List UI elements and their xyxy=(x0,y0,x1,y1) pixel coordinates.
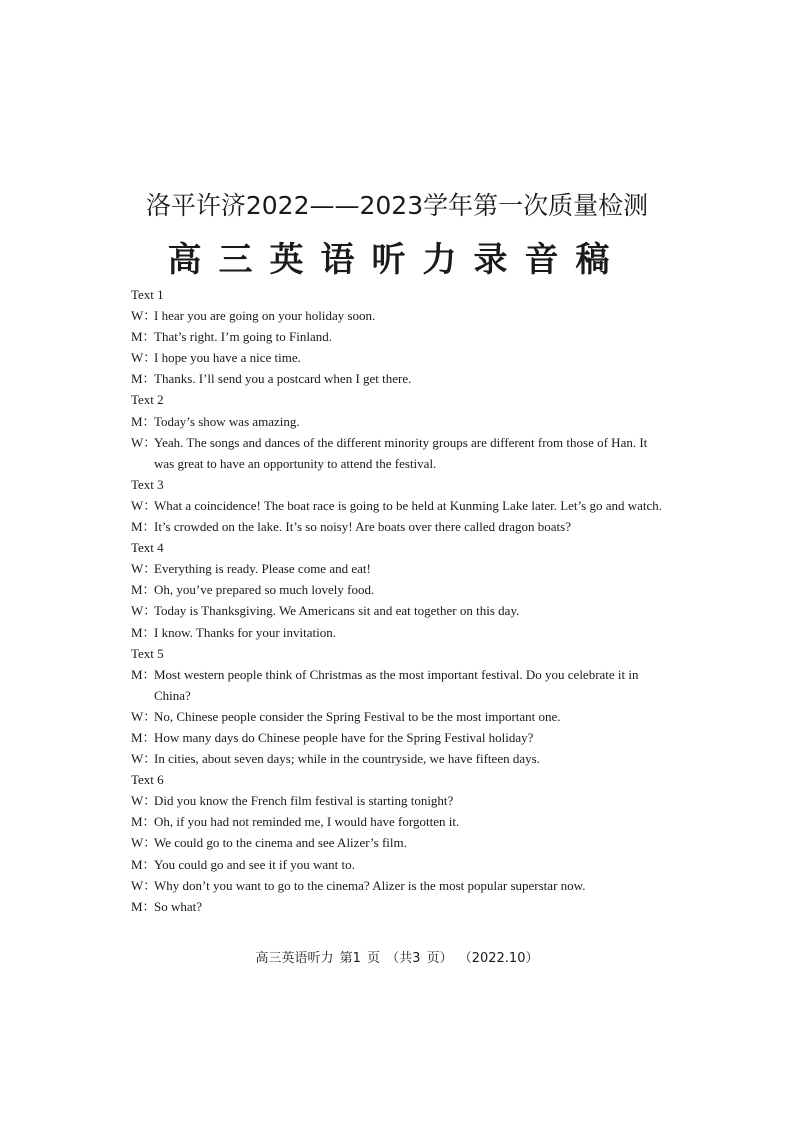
speaker: M： xyxy=(131,666,156,682)
dialogue-turn xyxy=(131,811,667,832)
speaker: W： xyxy=(131,434,157,450)
dialogue-turn xyxy=(131,432,667,474)
speaker: W： xyxy=(131,497,157,513)
dialogue-turn xyxy=(131,875,667,896)
utterance: Why don’t you want to go to the cinema? Alizer is the most popular superstar now. xyxy=(154,877,586,893)
utterance: So what? xyxy=(154,898,203,914)
text-label: Text 1 xyxy=(131,287,164,302)
speaker: W： xyxy=(131,835,157,851)
utterance: Did you know the French film festival is starting tonight? xyxy=(154,793,454,809)
speaker: W： xyxy=(131,793,157,809)
utterance: That’s right. I’m going to Finland. xyxy=(154,329,333,345)
text-label: Text 4 xyxy=(131,540,164,556)
dialogue-turn xyxy=(131,832,667,853)
speaker: W： xyxy=(131,561,157,577)
utterance: I know. Thanks for your invitation. xyxy=(154,624,336,640)
speaker: M： xyxy=(131,582,156,598)
speaker: M： xyxy=(131,413,156,429)
dialogue-turn xyxy=(131,305,667,326)
utterance: Today is Thanksgiving. We Americans sit and eat together on this day. xyxy=(154,603,520,619)
speaker: W： xyxy=(131,751,157,767)
utterance: Everything is ready. Please come and eat! xyxy=(154,561,371,577)
utterance: Yeah. The songs and dances of the different minority groups are different from those of Han. It was great to have an opportunity to attend the festival. xyxy=(154,434,648,471)
utterance: No, Chinese people consider the Spring Festival to be the most important one. xyxy=(154,708,561,724)
dialogue-turn xyxy=(131,664,667,706)
utterance: In cities, about seven days; while in the countryside, we have fifteen days. xyxy=(154,751,540,767)
utterance: Oh, if you had not reminded me, I would have forgotten it. xyxy=(154,814,460,830)
dialogue-turn xyxy=(131,600,667,621)
dialogue-turn xyxy=(131,727,667,748)
transcript-body xyxy=(131,284,667,917)
utterance: Most western people think of Christmas as the most important festival. Do you celebrate it in China? xyxy=(154,666,639,703)
dialogue-turn xyxy=(131,896,667,917)
speaker: M： xyxy=(131,814,156,830)
utterance: How many days do Chinese people have for the Spring Festival holiday? xyxy=(154,729,534,745)
speaker: M： xyxy=(131,371,156,387)
utterance: I hope you have a nice time. xyxy=(154,350,301,366)
dialogue-turn xyxy=(131,326,667,347)
exam-title: 洛平许济2022——2023学年第一次质量检测 xyxy=(145,191,649,220)
dialogue-turn xyxy=(131,368,667,389)
utterance: Thanks. I’ll send you a postcard when I get there. xyxy=(154,371,412,387)
speaker: W： xyxy=(131,603,157,619)
text-label: Text 6 xyxy=(131,772,164,788)
utterance: What a coincidence! The boat race is going to be held at Kunming Lake later. Let’s go and watch. xyxy=(154,497,663,513)
dialogue-turn xyxy=(131,854,667,875)
speaker: W： xyxy=(131,877,157,893)
speaker: W： xyxy=(131,308,157,324)
dialogue-turn xyxy=(131,516,667,537)
speaker: M： xyxy=(131,519,156,535)
speaker: M： xyxy=(131,898,156,914)
utterance: I hear you are going on your holiday soon. xyxy=(154,308,376,324)
speaker: M： xyxy=(131,729,156,745)
speaker: M： xyxy=(131,329,156,345)
dialogue-turn xyxy=(131,495,667,516)
text-label: Text 3 xyxy=(131,476,164,492)
text-label: Text 5 xyxy=(131,645,164,661)
dialogue-turn xyxy=(131,558,667,579)
speaker: M： xyxy=(131,856,156,872)
utterance: You could go and see it if you want to. xyxy=(154,856,355,872)
document-title: 高三英语听力录音稿 xyxy=(167,240,627,280)
dialogue-turn xyxy=(131,706,667,727)
dialogue-turn xyxy=(131,790,667,811)
utterance: We could go to the cinema and see Alizer’s film. xyxy=(154,835,407,851)
dialogue-turn xyxy=(131,622,667,643)
page-footer: 高三英语听力 第1 页 （共3 页） （2022.10） xyxy=(255,951,539,966)
dialogue-turn xyxy=(131,411,667,432)
speaker: W： xyxy=(131,350,157,366)
dialogue-turn xyxy=(131,347,667,368)
speaker: M： xyxy=(131,624,156,640)
speaker: W： xyxy=(131,708,157,724)
text-label: Text 2 xyxy=(131,392,164,408)
utterance: Oh, you’ve prepared so much lovely food. xyxy=(154,582,375,598)
dialogue-turn xyxy=(131,579,667,600)
utterance: Today’s show was amazing. xyxy=(154,413,300,429)
utterance: It’s crowded on the lake. It’s so noisy! Are boats over there called dragon boats? xyxy=(154,519,571,535)
dialogue-turn xyxy=(131,748,667,769)
